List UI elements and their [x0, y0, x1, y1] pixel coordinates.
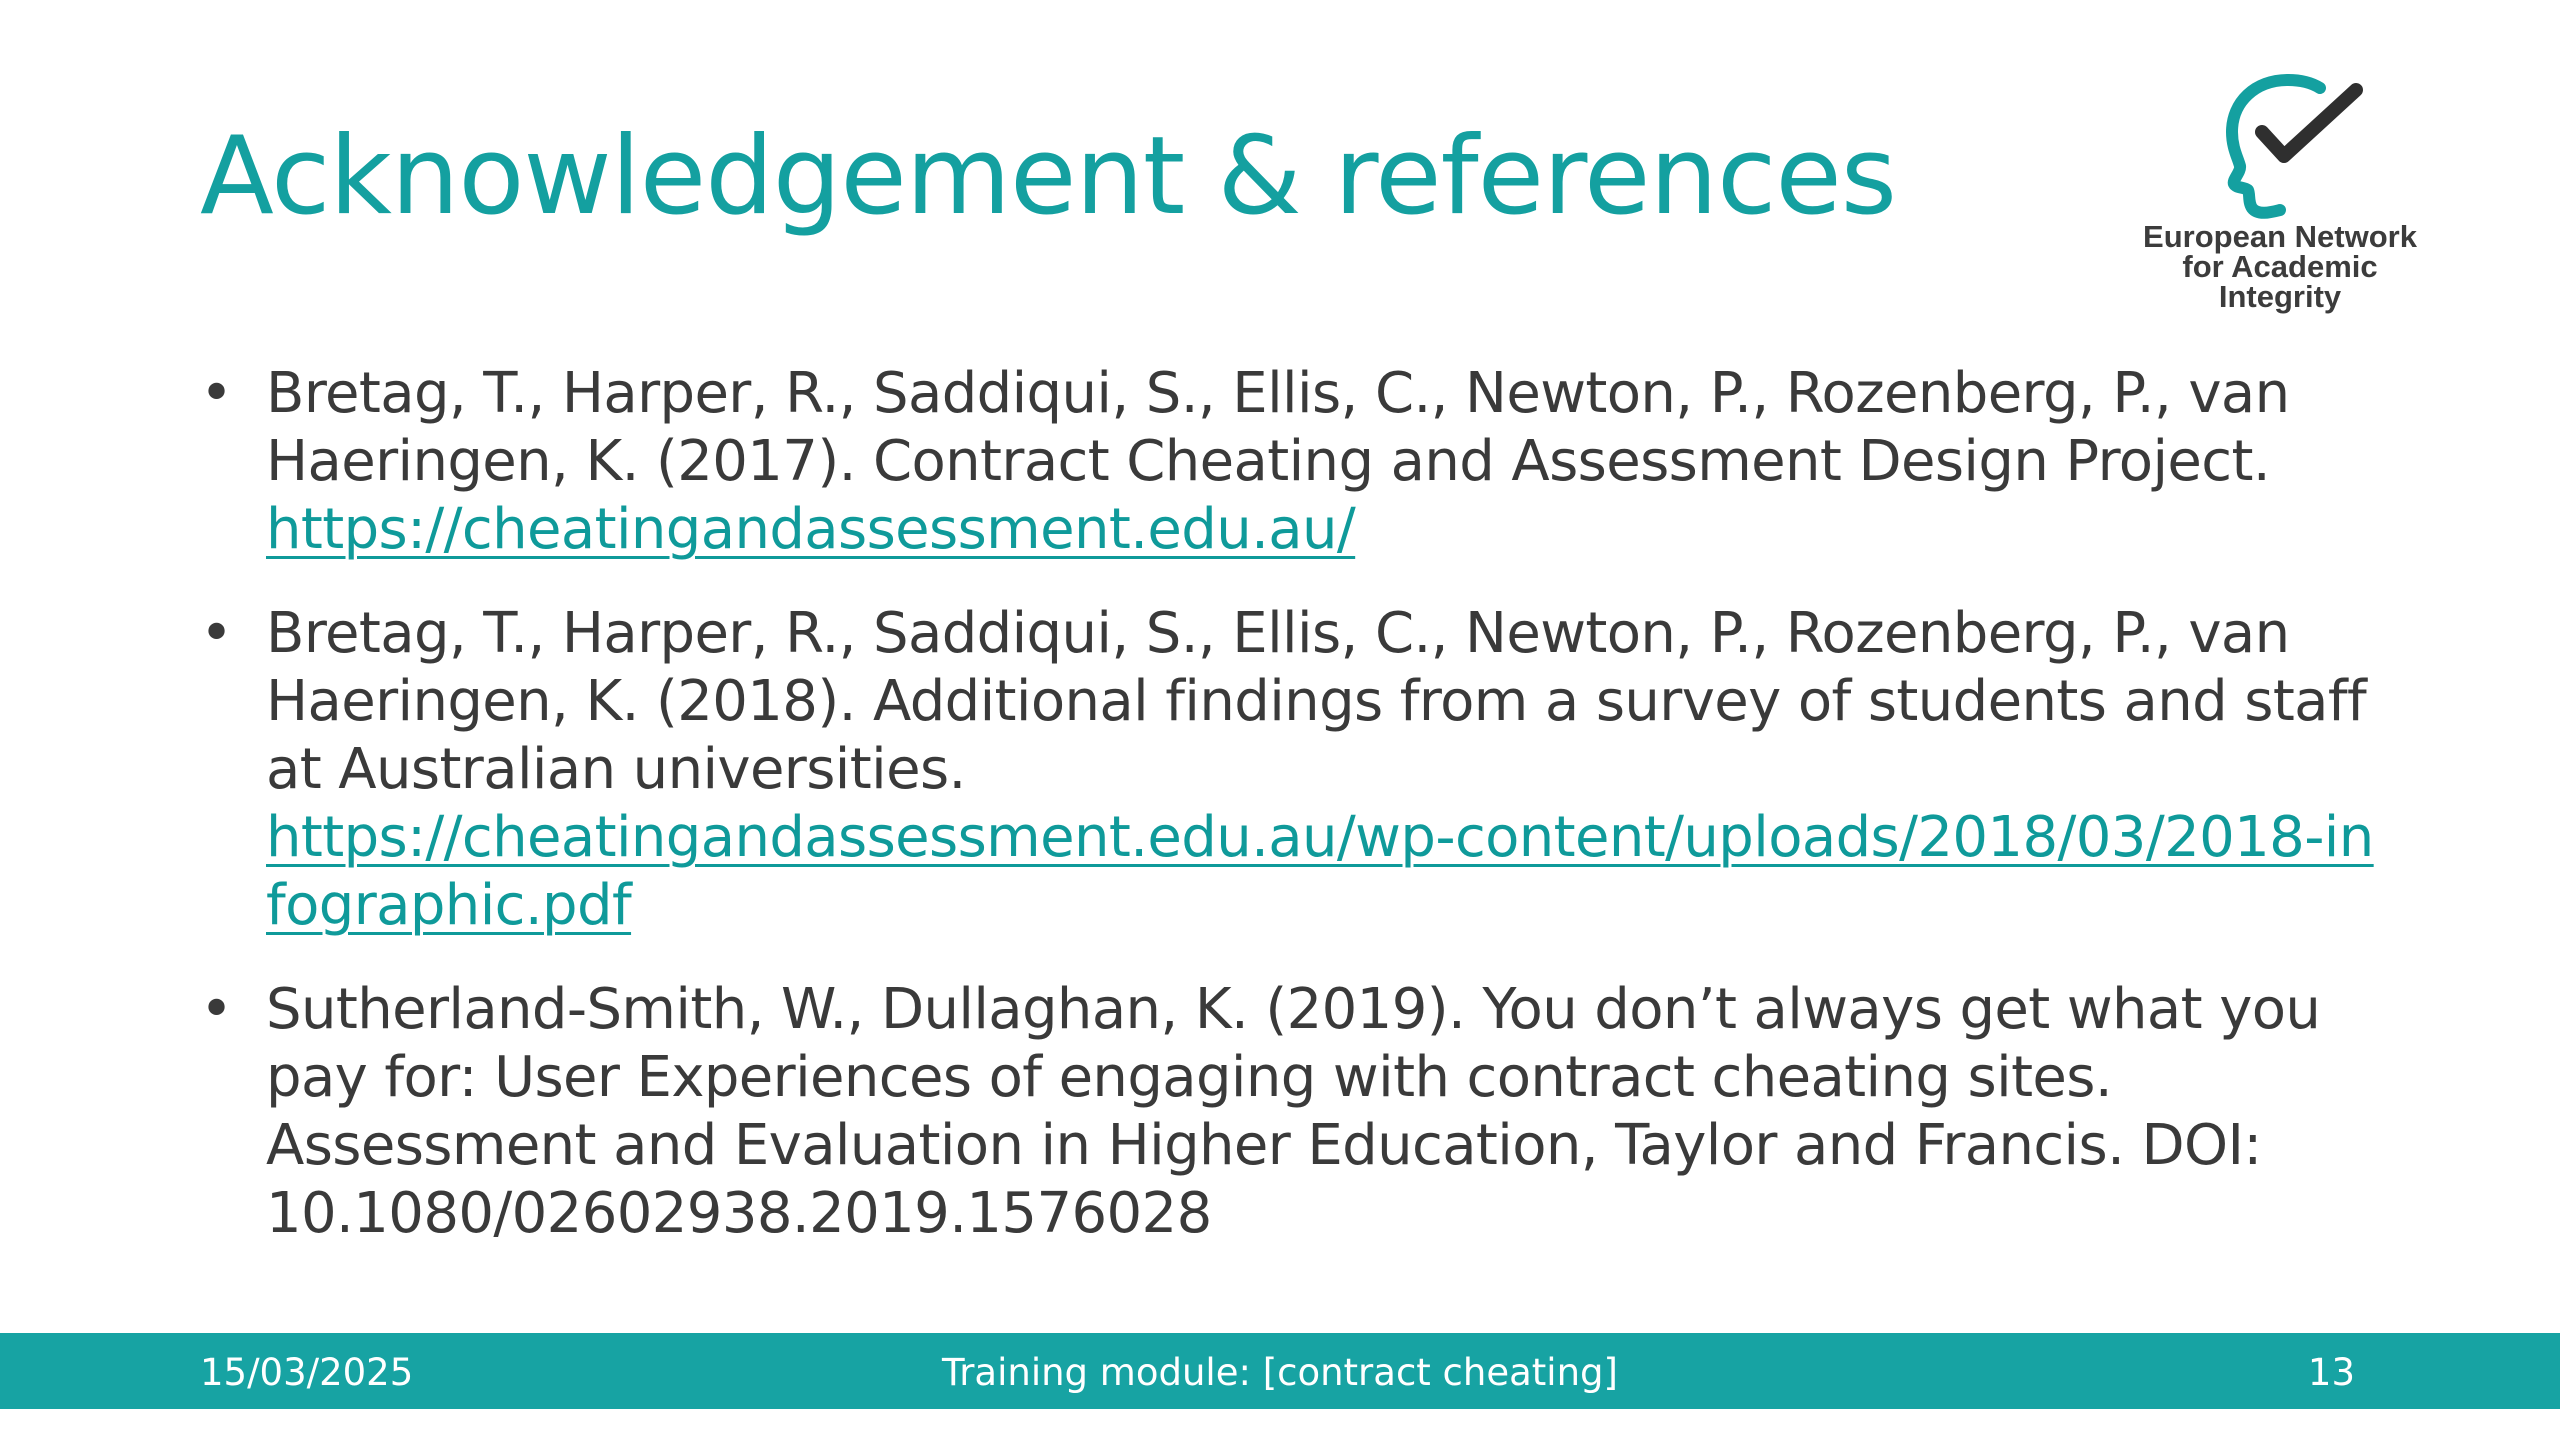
logo-line-3: Integrity: [2218, 279, 2342, 314]
reference-list: [200, 360, 2380, 1284]
reference-text: Sutherland-Smith, W., Dullaghan, K. (2019). You don’t always get what you pay for: User Experiences of engaging with contract cheating sites. Assessment and Evaluation in Higher Education, Taylor and Francis. DOI: 10.1080/02602938.2019.1576028: [266, 977, 2321, 1246]
slide-title: Acknowledgement & references: [200, 114, 1897, 239]
reference-item: [200, 976, 2380, 1248]
reference-item: [200, 600, 2380, 940]
bullet-icon: •: [200, 977, 233, 1042]
enai-logo: [2120, 70, 2440, 330]
reference-link[interactable]: https://cheatingandassessment.edu.au/wp-content/uploads/2018/03/2018-infographic.pdf: [266, 805, 2374, 938]
reference-item: [200, 360, 2380, 564]
logo-wordmark: [2120, 219, 2440, 314]
reference-text: Bretag, T., Harper, R., Saddiqui, S., Ellis, C., Newton, P., Rozenberg, P., van Haeringen, K. (2017). Contract Cheating and Assessment Design Project.: [266, 361, 2290, 494]
head-checkmark-icon: [2210, 70, 2370, 220]
slide-number: 13: [2307, 1351, 2355, 1394]
reference-text: Bretag, T., Harper, R., Saddiqui, S., Ellis, C., Newton, P., Rozenberg, P., van Haeringen, K. (2018). Additional findings from a survey of students and staff at Australian universities.: [266, 601, 2367, 802]
logo-line-1: European Network: [2143, 219, 2417, 254]
reference-link[interactable]: https://cheatingandassessment.edu.au/: [266, 497, 1356, 562]
bullet-icon: •: [200, 601, 233, 666]
footer-bar: [0, 1333, 2560, 1409]
footer-date: 15/03/2025: [200, 1351, 414, 1394]
footer-module-title: Training module: [contract cheating]: [942, 1351, 1618, 1394]
bullet-icon: •: [200, 361, 233, 426]
logo-line-2: for Academic: [2182, 249, 2378, 284]
